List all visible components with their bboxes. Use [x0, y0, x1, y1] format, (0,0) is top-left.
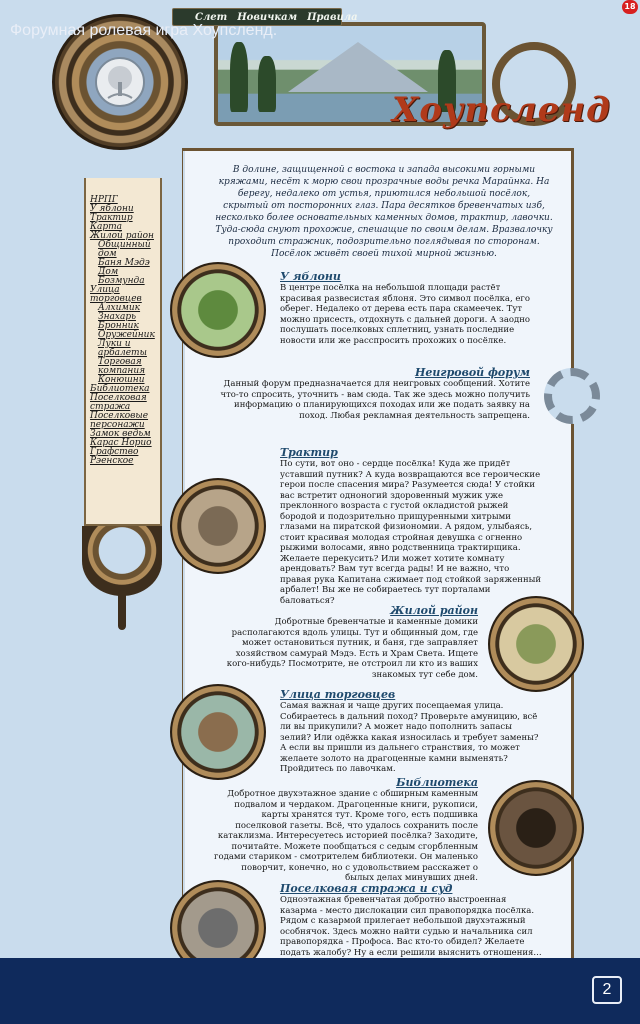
- section-text: В центре посёлка на небольшой площади растёт красивая развесистая яблоня. Это символ посёлка, его оберег. Недалеко от дерева есть пара скамеечек. Тут можно присесть, отдохнуть с дальней дороги. А заодно послушать поселковых сплетниц, узнать последние новости или же расспросить прохожих о посёлке.: [280, 283, 531, 346]
- menu-item[interactable]: Алхимик: [98, 303, 141, 313]
- menu-item[interactable]: Общинный дом: [98, 240, 151, 259]
- menu-item[interactable]: Поселковая стража: [90, 393, 147, 412]
- gear-icon[interactable]: [544, 368, 600, 424]
- apple-tree-medallion[interactable]: [170, 262, 266, 358]
- menu-item[interactable]: Дом Бозмунда: [98, 267, 145, 286]
- section-title[interactable]: Трактир: [280, 446, 338, 459]
- tree-emblem-icon[interactable]: [95, 57, 145, 107]
- section-title[interactable]: У яблони: [280, 270, 341, 283]
- menu-item[interactable]: Оружейник: [98, 330, 155, 340]
- page-counter-button[interactable]: 2: [592, 976, 622, 1004]
- mountain-shape: [288, 42, 428, 92]
- menu-item[interactable]: Замок ведьм: [90, 429, 151, 439]
- section-title[interactable]: Улица торговцев: [280, 688, 396, 701]
- section-title[interactable]: Библиотека: [396, 776, 478, 789]
- section-library: [214, 776, 478, 884]
- district-medallion[interactable]: [488, 596, 584, 692]
- menu-item[interactable]: У яблони: [90, 204, 134, 214]
- section-tavern: [280, 446, 542, 606]
- section-guard: [280, 882, 542, 958]
- section-text: Добротные бревенчатые и каменные домики располагаются вдоль улицы. Тут и общинный дом, где может остановиться путник, и баня, где заправляет хозяйством самурай Мэдэ. Есть и Храм Света. Ищете кого-нибудь? Посмотрите, не отстроил ли кто из ваших знакомых тут себе дом.: [226, 617, 478, 680]
- menu-item[interactable]: Баня Мэдэ: [98, 258, 150, 268]
- site-title[interactable]: Хоупсленд: [392, 90, 611, 130]
- menu-item[interactable]: Улица торговцев: [90, 285, 142, 304]
- menu-item[interactable]: Конюшни: [98, 375, 145, 385]
- section-traders: [280, 688, 542, 775]
- section-text: По сути, вот оно - сердце посёлка! Куда же придёт уставший путник? А куда возвращаются все героические герои после спасения мира? Разумеется сюда! У стойки вас встретит одноногий здоровенный мужик уже преклонного возраста с густой окладистой рыжей бородой и подозрительно прищуренными хитрыми глазами на пиратской физиономии. А рядом, улыбаясь, стоит красивая молодая стройная девушка с огненно рыжими волосами, явно родственница трактирщика. Желаете перекусить? Или может хотите комнату арендовать? Вам тут всегда рады! И не важно, что правая рука Капитана сжимает под стойкой заряженный арбалет! Вы же не собираетесь тут порталами баловаться?: [280, 459, 542, 606]
- menu-item[interactable]: Библиотека: [90, 384, 150, 394]
- tavern-medallion[interactable]: [170, 478, 266, 574]
- nav-link-slet[interactable]: Слет: [195, 11, 228, 23]
- menu-item[interactable]: Знахарь: [98, 312, 137, 322]
- section-text: Самая важная и чаще других посещаемая улица. Собираетесь в дальний поход? Проверьте амуницию, всё ли вы прикупили? А может надо пополнить запасы зелий? Или одёжка какая износилась и требует замены? А если вы пришли из дальнего странствия, то может желаете золото на драгоценные камни выменять? Пройдитесь по лавочкам.: [280, 701, 539, 774]
- section-offtopic: [214, 366, 530, 421]
- nav-link-newbies[interactable]: Новичкам: [237, 11, 298, 23]
- menu-item[interactable]: Луки и арбалеты: [98, 339, 147, 358]
- menu-item[interactable]: Карас Норио: [90, 438, 152, 448]
- page-caption: Форумная ролевая игра Хоупсленд.: [10, 22, 278, 39]
- section-district: [214, 604, 478, 680]
- tree-shape: [230, 42, 248, 112]
- section-text: Одноэтажная бревенчатая добротно выстроенная казарма - место дислокации сил правопорядка посёлка. Рядом с казармой прилегает небольшой двухэтажный особнячок. Здесь можно найти судью и начальника сил правопорядка - Профоса. Вас кто-то обидел? Желаете подать жалобу? Ну а если решили выяснить отношения...: [280, 895, 542, 958]
- traders-street-medallion[interactable]: [170, 684, 266, 780]
- menu-item[interactable]: Бронник: [98, 321, 139, 331]
- section-text: Добротное двухэтажное здание с обширным каменным подвалом и чердаком. Драгоценные книги, рукописи, карты хранятся тут. Кроме того, есть подшивка поселковой газеты. Всё, что удалось сохранить после катаклизма. Интересуетесь историей посёлка? Заходите, почитайте. Можете пообщаться с седым сгорбленным годами стариком - смотрителем библиотеки. Он маленько поворчит, конечно, но с удовольствием расскажет о былых делах минувших дней.: [214, 789, 478, 883]
- library-medallion[interactable]: [488, 780, 584, 876]
- menu-item[interactable]: Жилой район: [90, 231, 154, 241]
- menu-tail: [118, 590, 126, 630]
- side-menu: [90, 196, 160, 466]
- menu-item[interactable]: Карта: [90, 222, 122, 232]
- menu-ornament: [82, 526, 162, 596]
- menu-item[interactable]: НРПГ: [90, 195, 118, 205]
- menu-item[interactable]: Трактир: [90, 213, 133, 223]
- tree-shape: [258, 56, 276, 112]
- section-title[interactable]: Жилой район: [390, 604, 478, 617]
- bottom-bar: [0, 958, 640, 1024]
- menu-item[interactable]: Графство Рэенское: [90, 447, 139, 466]
- section-text: Данный форум предназначается для неигровых сообщений. Хотите что-то спросить, уточнить - вам сюда. Так же здесь можно получить информацию о планирующихся походах или же подать заявку на поход. Любая рекламная деятельность запрещена.: [220, 379, 530, 421]
- intro-text: В долине, защищенной с востока и запада высокими горными кряжами, несёт к морю свои прозрачные воды речка Марайнка. На берегу, недалеко от устья, приютился небольшой посёлок, скрытый от посторонних глаз. Пара десятков бревенчатых изб, несколько более основательных каменных домов, трактир, лавочки. Туда-сюда снуют прохожие, спешащие по своим делам. Вразвалочку проходит стражник, подозрительно поглядывая по сторонам. Посёлок живёт своей тихой мирной жизнью.: [215, 165, 553, 259]
- notification-badge[interactable]: 18: [622, 0, 638, 14]
- section-title[interactable]: Поселковая стража и суд: [280, 882, 453, 895]
- nav-link-rules[interactable]: Правила: [307, 11, 358, 23]
- section-title[interactable]: Неигровой форум: [415, 366, 530, 379]
- menu-item[interactable]: Торговая компания: [98, 357, 146, 376]
- menu-item[interactable]: Поселковые персонажи: [90, 411, 149, 430]
- section-apple: [280, 270, 542, 346]
